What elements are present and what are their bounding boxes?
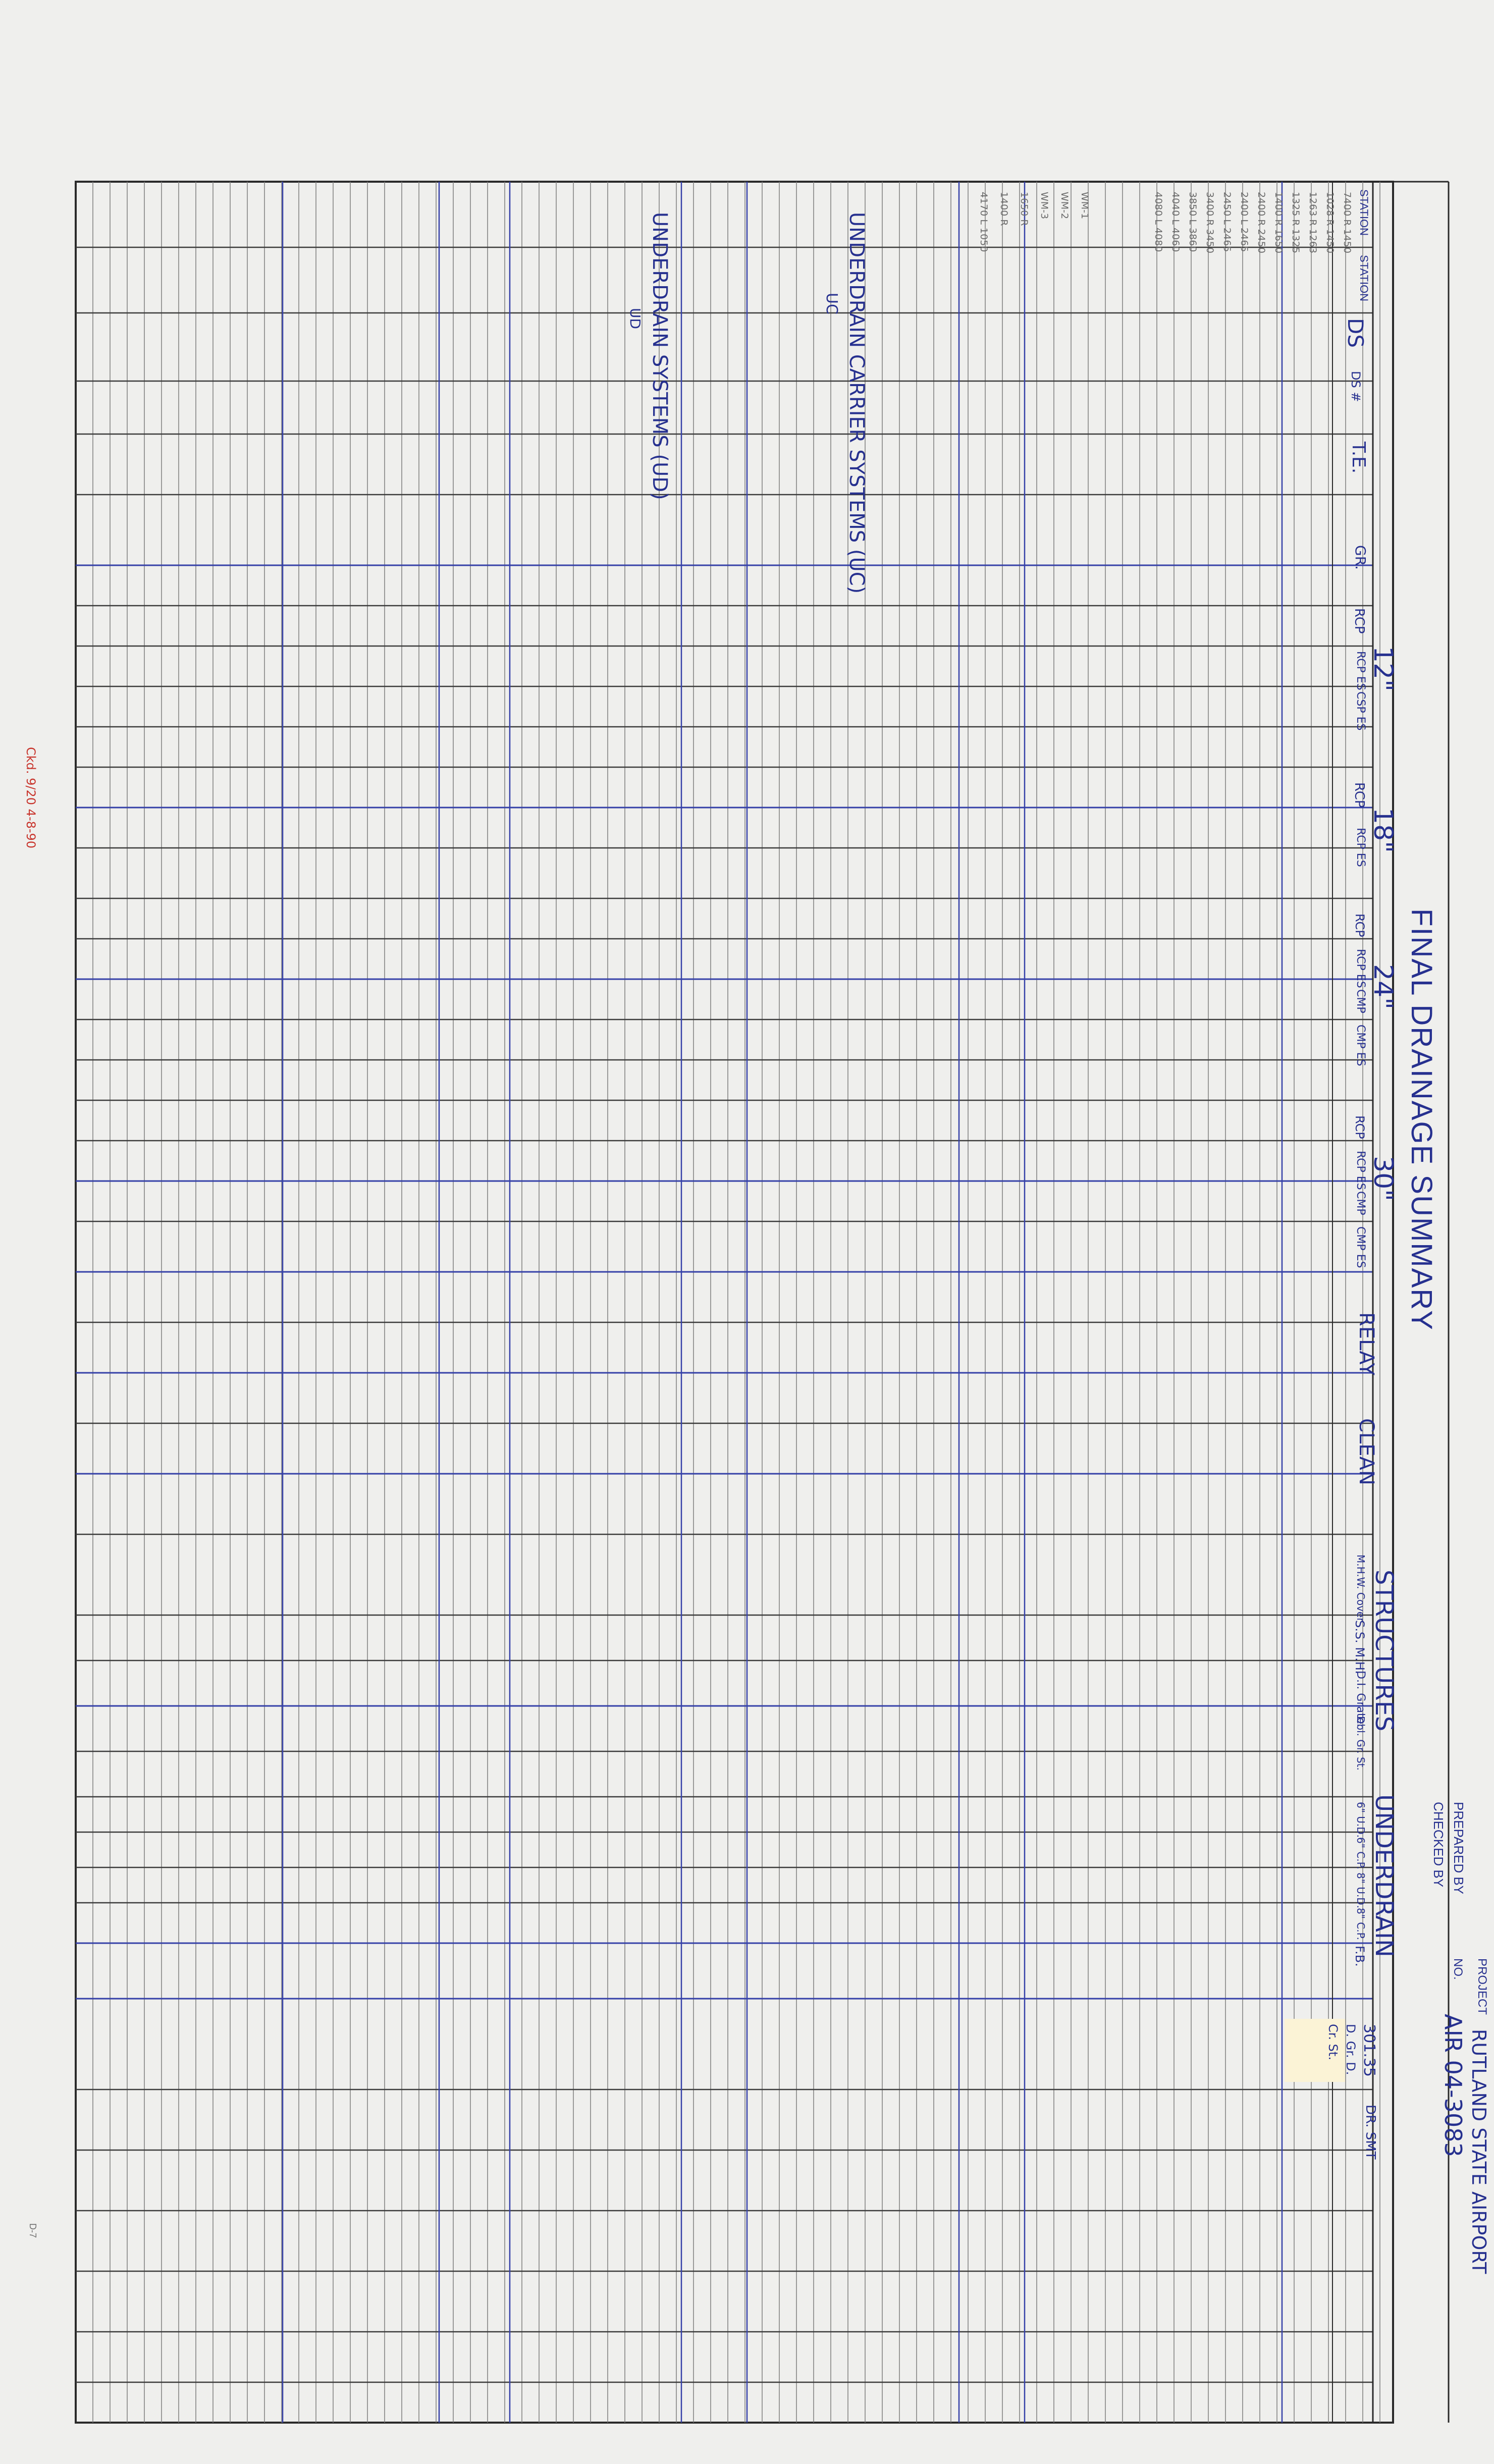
checked-by-label: CHECKED BY — [1431, 1802, 1446, 1888]
station-entry: 3850 L 3860 — [1187, 192, 1198, 252]
header-ds-no: DS # — [1349, 371, 1363, 402]
header-size-30: 30" — [1368, 1156, 1398, 1202]
station-entry: WM-1 — [1079, 192, 1090, 220]
header-ss: S.S. M.H. — [1353, 1620, 1367, 1674]
header-ud-6: 6" U.D. — [1355, 1802, 1367, 1838]
prepared-by-label: PREPARED BY — [1451, 1802, 1466, 1895]
section-ud-short: UD — [627, 308, 644, 330]
station-entry: WM-2 — [1059, 192, 1070, 220]
header-underdrain: UNDERDRAIN — [1370, 1794, 1398, 1957]
section-ud-carrier: UNDERDRAIN CARRIER SYSTEMS (UC) — [845, 212, 868, 594]
header-size-24: 24" — [1368, 964, 1398, 1010]
header-station-1: STATION — [1358, 189, 1370, 236]
station-entry: WM-3 — [1039, 192, 1050, 220]
header-rcp-18: RCP — [1352, 782, 1367, 808]
total-desc: D. Gr. D. — [1344, 2024, 1358, 2075]
header-mh: M.H.W. Cover — [1355, 1555, 1367, 1622]
station-entry: 2400 R 2450 — [1256, 192, 1267, 253]
section-ud-systems: UNDERDRAIN SYSTEMS (UD) — [648, 212, 671, 500]
station-entry: 1400 R 1650 — [1273, 192, 1284, 253]
header-size-18: 18" — [1368, 808, 1398, 853]
station-entry: 2400 L 2465 — [1239, 192, 1250, 252]
header-rcp-12: RCP — [1352, 608, 1367, 634]
station-entry: 2450 L 2465 — [1221, 192, 1233, 252]
header-cp-6: 6" C.P. — [1355, 1837, 1367, 1869]
header-ds: DS — [1343, 318, 1368, 348]
project-no-label: NO. — [1451, 1958, 1465, 1980]
header-cmp-es-24: CMP ES — [1354, 1025, 1367, 1066]
sheet-title: FINAL DRAINAGE SUMMARY — [1405, 908, 1438, 1331]
header-size-12: 12" — [1368, 646, 1398, 692]
header-dbl: Dbl. Gr. St. — [1355, 1716, 1367, 1771]
station-entry: 1650 R — [1019, 192, 1030, 226]
header-rcp-es-30: RCP ES — [1354, 1151, 1367, 1190]
station-entry: 1028 R 1450 — [1324, 192, 1336, 253]
total-code: 301.35 — [1360, 2024, 1378, 2077]
header-structures: STRUCTURES — [1370, 1570, 1398, 1732]
station-entry: 4040 L 4060 — [1170, 192, 1181, 252]
header-fb: F.B. — [1353, 1946, 1367, 1967]
header-di: D.I. Grate — [1354, 1671, 1367, 1725]
station-entry: 1263 R 1263 — [1307, 192, 1318, 253]
header-rcp-30: RCP — [1353, 1115, 1367, 1139]
station-entry: 1325 R 1325 — [1290, 192, 1301, 253]
header-csp-es-12: CSP ES — [1354, 691, 1367, 731]
station-entry: 4170 L 1050 — [978, 192, 989, 252]
station-entry: 1400 R — [998, 192, 1009, 226]
header-cp-8: 8" C.P. — [1355, 1908, 1367, 1940]
header-cmp-es-30: CMP ES — [1354, 1226, 1367, 1268]
project-number: AIR 04-3083 — [1439, 2014, 1467, 2157]
header-ud-8: 8" U.D. — [1355, 1872, 1367, 1909]
section-ud-carrier-short: UC — [823, 293, 840, 314]
station-entry: 7400 R 1450 — [1342, 192, 1353, 253]
header-rcp-es-12: RCP ES — [1354, 651, 1367, 690]
header-station-2: STATION — [1358, 255, 1370, 302]
header-cmp-24: CMP — [1354, 989, 1367, 1013]
header-relay: RELAY — [1355, 1312, 1378, 1375]
project-name: RUTLAND STATE AIRPORT — [1468, 2029, 1490, 2274]
header-dr-smt: DR. SMT — [1363, 2105, 1378, 2160]
header-rcp-es-18: RCP ES — [1354, 828, 1367, 867]
project-label: PROJECT — [1475, 1958, 1489, 2015]
total-desc2: Cr. St. — [1326, 2024, 1340, 2060]
header-rcp-24: RCP — [1353, 914, 1367, 937]
header-rcp-es-24: RCP ES — [1354, 949, 1367, 988]
station-entry: 3400 R 3450 — [1204, 192, 1215, 253]
header-clean: CLEAN — [1355, 1418, 1378, 1485]
page-code: D-7 — [28, 2223, 38, 2238]
station-entry: 4080 L 4080 — [1153, 192, 1164, 252]
header-cmp-30: CMP — [1354, 1191, 1367, 1215]
check-note: Ckd. 9/20 4-8-90 — [24, 747, 38, 849]
header-te: T.E. — [1348, 442, 1369, 474]
header-gr: GR. — [1352, 545, 1369, 570]
